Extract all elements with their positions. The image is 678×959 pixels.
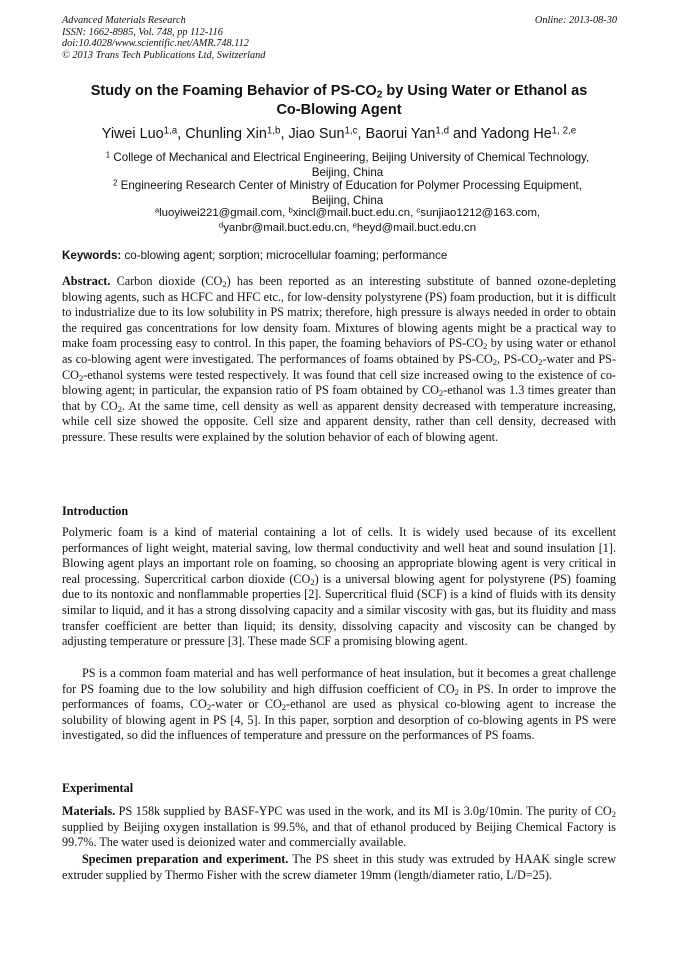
author: Baorui Yan — [365, 126, 436, 142]
keywords — [62, 248, 622, 263]
affiliation-1: $^1$ College of Mechanical and Electrical Engineering, Beijing University of Chemical Technology, Beijing, China — [105, 150, 590, 179]
paper-title: Study on the Foaming Behavior of $PS-CO_2$ by Using Water or Ethanol as Co-Blowing Agent — [90, 83, 588, 118]
keywords-text: co-blowing agent; sorption; microcellular foaming; performance — [121, 249, 448, 262]
journal-doi: doi:10.4028/www.scientific.net/AMR.748.112 — [62, 38, 249, 50]
introduction-paragraph-1: Polymeric foam is a kind of material containing a lot of cells. It is widely used because of its excellent performances of light weight, material saving, low thermal conductivity and well heat and sound insulation [1]. Blowing agent plays an important role on foaming, so choosing an appropriate blowing agent is very critical in real processing. Supercritical carbon dioxide $(CO_2)$ is a universal blowing agent for polystyrene (PS) foaming due to its nontoxic and nonflammable properties [2]. Supercritical fluid (SCF) is a kind of fluids with its density similar to liquid, and it has a strong dissolving capacity and a similar viscosity with gas, but its fluidity and mass transfer coefficient are better than liquid; its density, dissolving capacity and viscosity can be changed by adjusting temperature or pressure [3]. These made SCF a promising blowing agent. — [62, 525, 616, 649]
author-list: Yiwei Luo$^{1,a}$, Chunling Xin$^{1,b}$, Jiao Sun$^{1,c}$, Baorui Yan$^{1,d}$ and Yadong He$^{1, 2,e}$ — [101, 125, 577, 142]
online-date: Online: 2013-08-30 — [534, 15, 617, 26]
email-link[interactable]: yanbr@mail.buct.edu.cn, — [223, 222, 353, 234]
affiliation-2: $^2$ Engineering Research Center of Ministry of Education for Polymer Processing Equipment, Beijing, China — [112, 178, 582, 207]
specimen-paragraph: Specimen preparation and experiment. The PS sheet in this study was extruded by HAAK single screw extruder supplied by Thermo Fisher with the screw diameter 19mm (length/diameter ratio, L/D=25). — [62, 852, 616, 882]
email-link[interactable]: sunjiao1212@163.com, — [420, 207, 541, 219]
section-heading-experimental: Experimental — [62, 781, 134, 795]
author: Chunling Xin — [185, 126, 267, 142]
journal-copyright: © 2013 Trans Tech Publications Ltd, Switzerland — [62, 49, 266, 61]
section-heading-introduction: Introduction — [62, 504, 129, 518]
journal-name: Advanced Materials Research — [62, 15, 186, 26]
author-emails: $^a$luoyiwei221@gmail.com, $^b$xincl@mail.buct.edu.cn, $^c$sunjiao1212@163.com, $^d$yanbr@mail.buct.edu.cn, $^e$heyd@mail.buct.edu.cn — [154, 205, 541, 234]
author: Jiao Sun — [288, 126, 345, 142]
email-link[interactable]: heyd@mail.buct.edu.cn — [356, 222, 477, 234]
email-link[interactable]: xincl@mail.buct.edu.cn, — [292, 207, 417, 219]
author: Yadong He — [480, 126, 552, 142]
abstract-label: Abstract. — [62, 274, 111, 288]
author: Yiwei Luo — [101, 126, 164, 142]
abstract: Abstract. Carbon dioxide $(CO_2)$ has been reported as an interesting substitute of banned ozone-depleting blowing agents, such as HCFC and HFC etc., for low-density polystyrene (PS) foam production, but it is difficult to industrialize due to its low solubility in PS matrix; therefore, high pressure is always needed in order to obtain the required gas concentrations for low density foam. Mixtures of blowing agents might be a practical way to make foam processing easy to control. In this paper, the foaming behaviors of $PS-CO_2$ by using water or ethanol as co-blowing agent were investigated. The performances of foams obtained by $PS-CO_2$, $PS-CO_2$-water and $PS-CO_2$-ethanol systems were tested respectively. It was found that cell size increased owing to the existence of co-blowing agent; in particular, the expansion ratio of PS foam obtained by $CO_2$-ethanol was 1.3 times greater than that by $CO_2$. At the same time, cell density as well as apparent density decreased with temperature increasing, while cell size showed the opposite. Cell size and apparent density, rather than cell density, decreased with pressure. These results were explained by the solution behavior of each of blowing agent. — [62, 274, 617, 444]
materials-label: Materials. — [62, 804, 116, 818]
keywords-label: Keywords: — [62, 249, 122, 262]
materials-paragraph: Materials. PS 158k supplied by BASF-YPC was used in the work, and its MI is 3.0g/10min. The purity of $CO_2$ supplied by Beijing oxygen installation is 99.5%, and that of ethanol produced by Beijing Chemical Factory is 99.7%. The water used is deionized water and commercially available. — [62, 804, 616, 850]
journal-issn: ISSN: 1662-8985, Vol. 748, pp 112-116 — [62, 26, 223, 38]
journal-header — [62, 15, 617, 61]
introduction-paragraph-2: PS is a common foam material and has well performance of heat insulation, but it becomes a great challenge for PS foaming due to the low solubility and high diffusion coefficient of $CO_2$ in PS. In order to improve the performances of foams, $CO_2$-water or $CO_2$-ethanol are used as physical co-blowing agent to increase the solubility of blowing agent in PS [4, 5]. In this paper, sorption and desorption of co-blowing agents in PS were investigated, so did the influences of temperature and pressure on the performances of PS foams. — [62, 666, 616, 743]
specimen-label: Specimen preparation and experiment. — [82, 852, 289, 866]
email-link[interactable]: luoyiwei221@gmail.com, — [159, 207, 289, 219]
